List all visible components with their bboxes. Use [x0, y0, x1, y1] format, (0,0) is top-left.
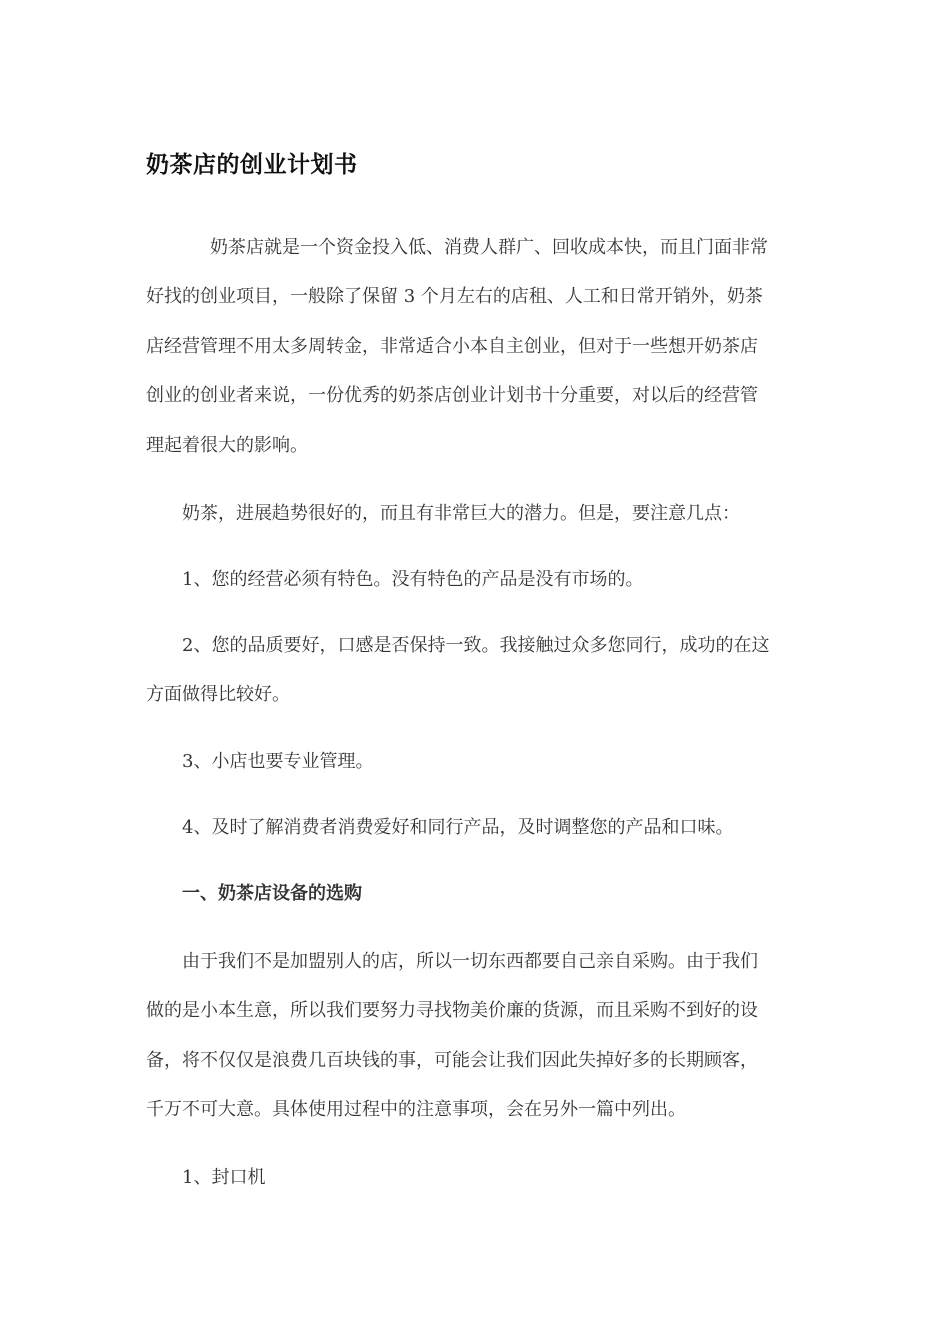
point-3-paragraph	[146, 737, 806, 786]
section1-line: 千万不可大意。具体使用过程中的注意事项，会在另外一篇中列出。	[146, 1099, 686, 1121]
intro-line: 好找的创业项目，一般除了保留 3 个月左右的店租、人工和日常开销外，奶茶	[146, 286, 763, 308]
point-line: 4、及时了解消费者消费爱好和同行产品，及时调整您的产品和口味。	[182, 817, 734, 838]
document-title: 奶茶店的创业计划书	[146, 152, 358, 178]
intro-line: 理起着很大的影响。	[146, 434, 308, 456]
point-4-paragraph	[146, 803, 806, 852]
point-line: 2、您的品质要好，口感是否保持一致。我接触过众多您同行，成功的在这	[182, 635, 770, 656]
intro-line: 店经营管理不用太多周转金，非常适合小本自主创业，但对于一些想开奶茶店	[146, 335, 758, 357]
section-heading: 一、奶茶店设备的选购	[182, 883, 362, 904]
section1-line: 做的是小本生意，所以我们要努力寻找物美价廉的货源，而且采购不到好的设	[146, 1000, 758, 1022]
intro-line: 奶茶店就是一个资金投入低、消费人群广、回收成本快，而且门面非常	[210, 237, 768, 258]
section1-line: 备，将不仅仅是浪费几百块钱的事，可能会让我们因此失掉好多的长期顾客，	[146, 1049, 758, 1071]
section1-line: 由于我们不是加盟别人的店，所以一切东西都要自己亲自采购。由于我们	[182, 951, 758, 972]
trend-line: 奶茶，进展趋势很好的，而且有非常巨大的潜力。但是，要注意几点：	[182, 503, 740, 524]
point-2-paragraph	[146, 621, 806, 720]
section1-paragraph	[146, 937, 806, 1135]
point-line: 方面做得比较好。	[146, 684, 290, 706]
point-1-paragraph	[146, 555, 806, 604]
item-line: 1、封口机	[182, 1167, 266, 1188]
intro-line: 创业的创业者来说，一份优秀的奶茶店创业计划书十分重要，对以后的经营管	[146, 385, 758, 407]
intro-paragraph	[146, 223, 806, 470]
point-line: 1、您的经营必须有特色。没有特色的产品是没有市场的。	[182, 569, 644, 590]
trend-paragraph	[146, 489, 806, 538]
point-line: 3、小店也要专业管理。	[182, 751, 374, 772]
item-1-paragraph	[146, 1153, 806, 1202]
